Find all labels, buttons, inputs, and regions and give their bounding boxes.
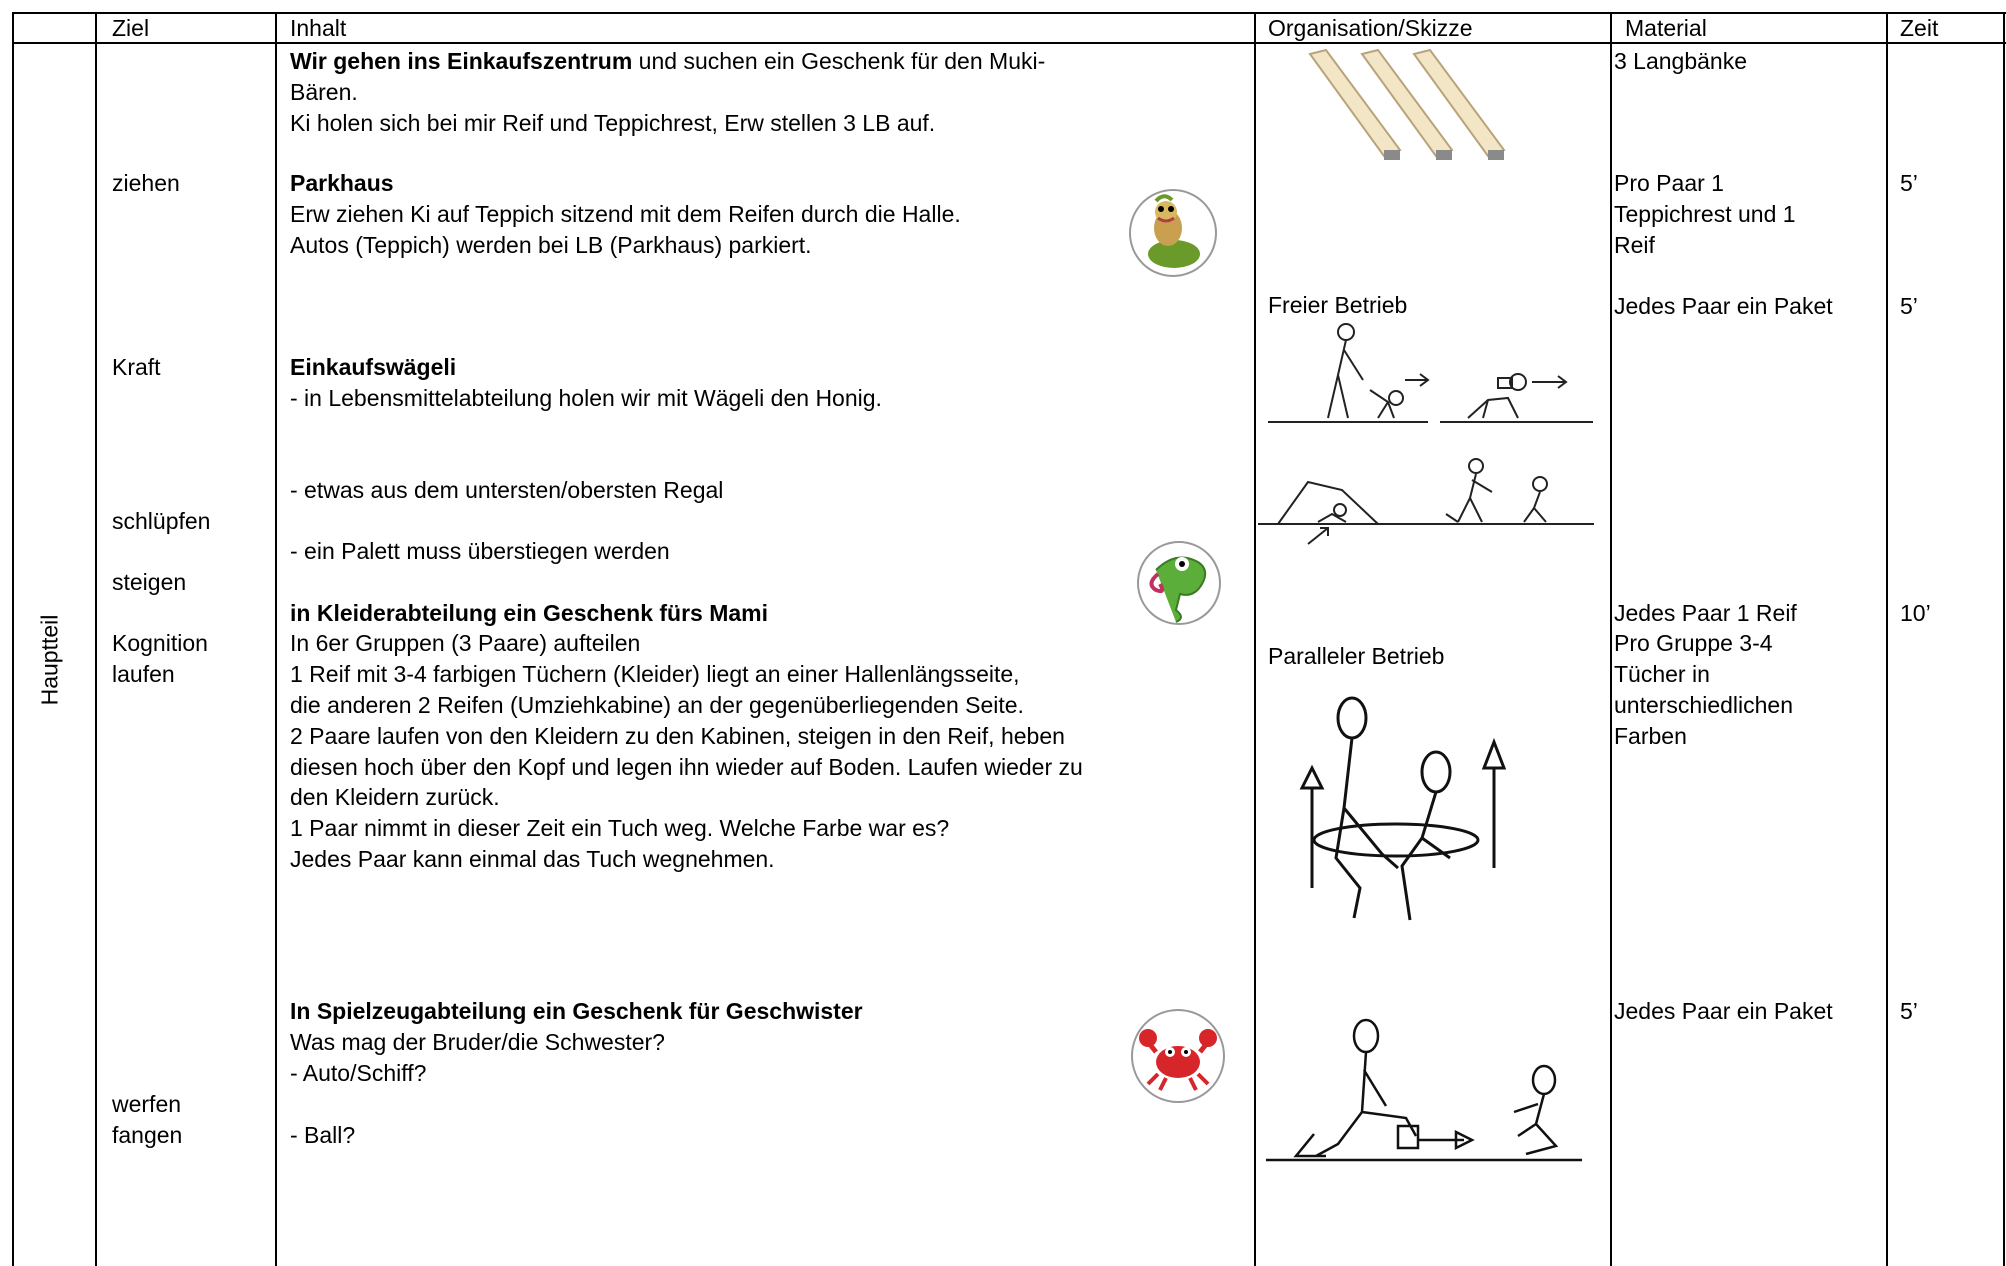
- kleider-line-7: 1 Paar nimmt in dieser Zeit ein Tuch weg. Welche Farbe war es?: [290, 815, 950, 841]
- kleider-title: in Kleiderabteilung ein Geschenk fürs Mami: [290, 600, 769, 626]
- org-paralleler-betrieb: Paralleler Betrieb: [1268, 643, 1445, 669]
- col-border-5: [1886, 12, 1888, 1266]
- kleider-line-8: Jedes Paar kann einmal das Tuch wegnehmen.: [290, 846, 775, 872]
- col-border-6: [2003, 12, 2005, 1266]
- zeit-3: 10’: [1900, 600, 1931, 626]
- material-reif-2: Pro Gruppe 3-4: [1614, 630, 1773, 656]
- intro-line-3: Ki holen sich bei mir Reif und Teppichrest, Erw stellen 3 LB auf.: [290, 110, 936, 136]
- kleider-line-4: 2 Paare laufen von den Kleidern zu den Kabinen, steigen in den Reif, heben: [290, 723, 1065, 749]
- zeit-1: 5’: [1900, 170, 1918, 196]
- einkauf-line-1: - in Lebensmittelabteilung holen wir mit Wägeli den Honig.: [290, 385, 882, 411]
- ziel-fangen: fangen: [112, 1122, 183, 1148]
- header-bottom-border: [12, 42, 2006, 44]
- parkhaus-line-1: Erw ziehen Ki auf Teppich sitzend mit dem Reifen durch die Halle.: [290, 201, 961, 227]
- ziel-kraft: Kraft: [112, 354, 161, 380]
- col-border-3: [1254, 12, 1256, 1266]
- spiel-line-3: - Ball?: [290, 1122, 356, 1148]
- header-ziel: Ziel: [112, 15, 150, 41]
- header-organisation: Organisation/Skizze: [1268, 15, 1473, 41]
- org-freier-betrieb: Freier Betrieb: [1268, 292, 1408, 318]
- zeit-2: 5’: [1900, 293, 1918, 319]
- material-paket-1: Jedes Paar ein Paket: [1614, 293, 1833, 319]
- spiel-line-2: - Auto/Schiff?: [290, 1060, 427, 1086]
- ziel-laufen: laufen: [112, 661, 175, 687]
- kleider-line-5: diesen hoch über den Kopf und legen ihn wieder auf Boden. Laufen wieder zu: [290, 754, 1083, 780]
- spiel-line-1: Was mag der Bruder/die Schwester?: [290, 1029, 665, 1055]
- lizard-icon: [1136, 540, 1222, 626]
- parkhaus-title: Parkhaus: [290, 170, 394, 196]
- material-reif-4: unterschiedlichen: [1614, 692, 1794, 718]
- col-border-2: [275, 12, 277, 1266]
- einkauf-title: Einkaufswägeli: [290, 354, 457, 380]
- crab-icon: [1130, 1008, 1226, 1104]
- ziel-steigen: steigen: [112, 569, 187, 595]
- ziel-schluepfen: schlüpfen: [112, 508, 211, 534]
- material-pro-paar-2: Teppichrest und 1: [1614, 201, 1796, 227]
- ziel-werfen: werfen: [112, 1091, 182, 1117]
- side-label-cell: [12, 600, 88, 720]
- intro-rest: und suchen ein Geschenk für den Muki-: [632, 48, 1046, 74]
- material-langbaenke: 3 Langbänke: [1614, 48, 1748, 74]
- turtle-icon: [1128, 188, 1218, 278]
- material-pro-paar-3: Reif: [1614, 232, 1655, 258]
- paralleler-betrieb-sketch: [1290, 688, 1520, 928]
- parkhaus-line-2: Autos (Teppich) werden bei LB (Parkhaus) parkiert.: [290, 232, 812, 258]
- intro-line-1: [290, 46, 1045, 77]
- side-label: Hauptteil: [36, 614, 63, 706]
- freier-betrieb-sketch-2: [1258, 452, 1598, 552]
- material-reif-5: Farben: [1614, 723, 1687, 749]
- spielzeug-sketch: [1266, 1016, 1586, 1166]
- material-paket-2: Jedes Paar ein Paket: [1614, 998, 1833, 1024]
- langbaenke-sketch: [1300, 46, 1530, 166]
- kleider-line-2: 1 Reif mit 3-4 farbigen Tüchern (Kleider) liegt an einer Hallenlängsseite,: [290, 661, 1020, 687]
- col-border-4: [1610, 12, 1612, 1266]
- ziel-kognition: Kognition: [112, 630, 208, 656]
- intro-line-2: Bären.: [290, 79, 358, 105]
- header-zeit: Zeit: [1900, 15, 1939, 41]
- einkauf-line-3: - ein Palett muss überstiegen werden: [290, 538, 670, 564]
- spiel-title: In Spielzeugabteilung ein Geschenk für Geschwister: [290, 998, 863, 1024]
- header-material: Material: [1625, 15, 1707, 41]
- header-inhalt: Inhalt: [290, 15, 347, 41]
- intro-bold: Wir gehen ins Einkaufszentrum: [290, 48, 633, 74]
- zeit-4: 5’: [1900, 998, 1918, 1024]
- material-reif-1: Jedes Paar 1 Reif: [1614, 600, 1797, 626]
- kleider-line-1: In 6er Gruppen (3 Paare) aufteilen: [290, 630, 641, 656]
- col-border-1: [95, 12, 97, 1266]
- material-pro-paar-1: Pro Paar 1: [1614, 170, 1724, 196]
- freier-betrieb-sketch-1: [1268, 320, 1598, 430]
- einkauf-line-2: - etwas aus dem untersten/obersten Regal: [290, 477, 724, 503]
- material-reif-3: Tücher in: [1614, 661, 1710, 687]
- kleider-line-3: die anderen 2 Reifen (Umziehkabine) an der gegenüberliegenden Seite.: [290, 692, 1024, 718]
- kleider-line-6: den Kleidern zurück.: [290, 784, 500, 810]
- ziel-ziehen: ziehen: [112, 170, 180, 196]
